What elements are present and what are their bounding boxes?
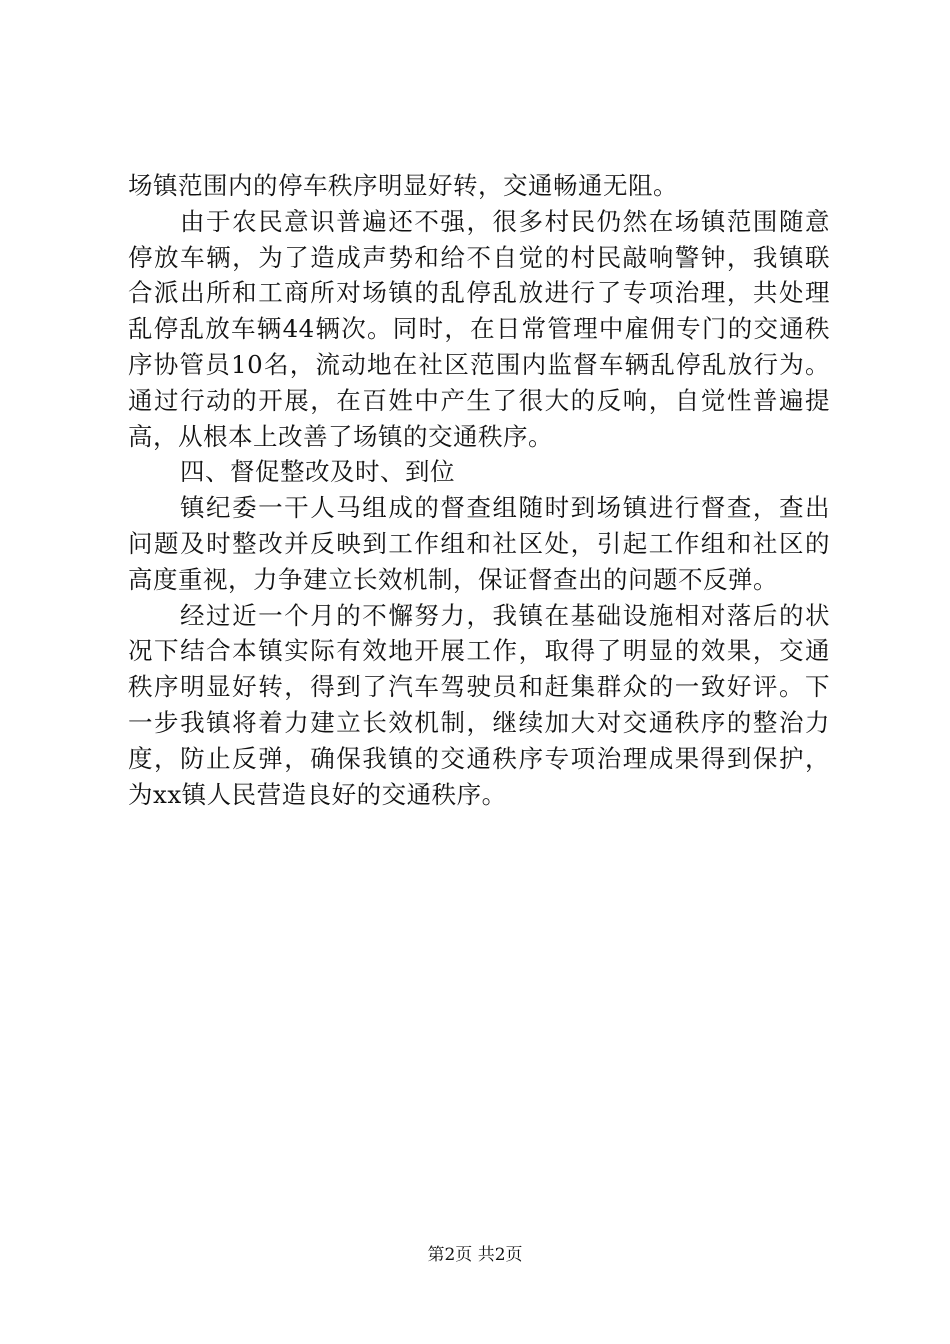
text-line: 秩序明显好转，得到了汽车驾驶员和赶集群众的一致好评。下: [128, 672, 830, 702]
paragraph-3: [128, 490, 830, 597]
paragraph-1: [128, 168, 830, 204]
text-line: 合派出所和工商所对场镇的乱停乱放进行了专项治理，共处理: [128, 278, 830, 308]
text-line: 由于农民意识普遍还不强，很多村民仍然在场镇范围随意: [180, 206, 830, 236]
text-line: 经过近一个月的不懈努力，我镇在基础设施相对落后的状: [180, 600, 830, 630]
section-heading-text: 四、督促整改及时、到位: [180, 457, 455, 487]
text-line: 停放车辆，为了造成声势和给不自觉的村民敲响警钟，我镇联: [128, 242, 830, 272]
text-line: 高度重视，力争建立长效机制，保证督查出的问题不反弹。: [128, 564, 778, 594]
paragraph-2: [128, 204, 830, 455]
paragraph-4: [128, 598, 830, 813]
text-line: 场镇范围内的停车秩序明显好转，交通畅通无阻。: [128, 171, 678, 200]
text-line: 度，防止反弹，确保我镇的交通秩序专项治理成果得到保护，: [128, 743, 830, 773]
document-body: [128, 168, 830, 812]
section-heading: [128, 454, 830, 490]
page-number-footer: 第2页 共2页: [427, 1245, 523, 1265]
text-line: 序协管员10名，流动地在社区范围内监督车辆乱停乱放行为。: [128, 349, 830, 379]
text-line: 况下结合本镇实际有效地开展工作，取得了明显的效果，交通: [128, 636, 830, 666]
text-line: 镇纪委一干人马组成的督查组随时到场镇进行督查，查出: [180, 493, 830, 523]
text-line: 高，从根本上改善了场镇的交通秩序。: [128, 421, 553, 451]
text-line: 一步我镇将着力建立长效机制，继续加大对交通秩序的整治力: [128, 707, 830, 737]
text-line: 通过行动的开展，在百姓中产生了很大的反响，自觉性普遍提: [128, 385, 830, 415]
text-line: 为xx镇人民营造良好的交通秩序。: [128, 779, 507, 809]
text-line: 问题及时整改并反映到工作组和社区处，引起工作组和社区的: [128, 528, 830, 558]
text-line: 乱停乱放车辆44辆次。同时，在日常管理中雇佣专门的交通秩: [128, 314, 830, 344]
